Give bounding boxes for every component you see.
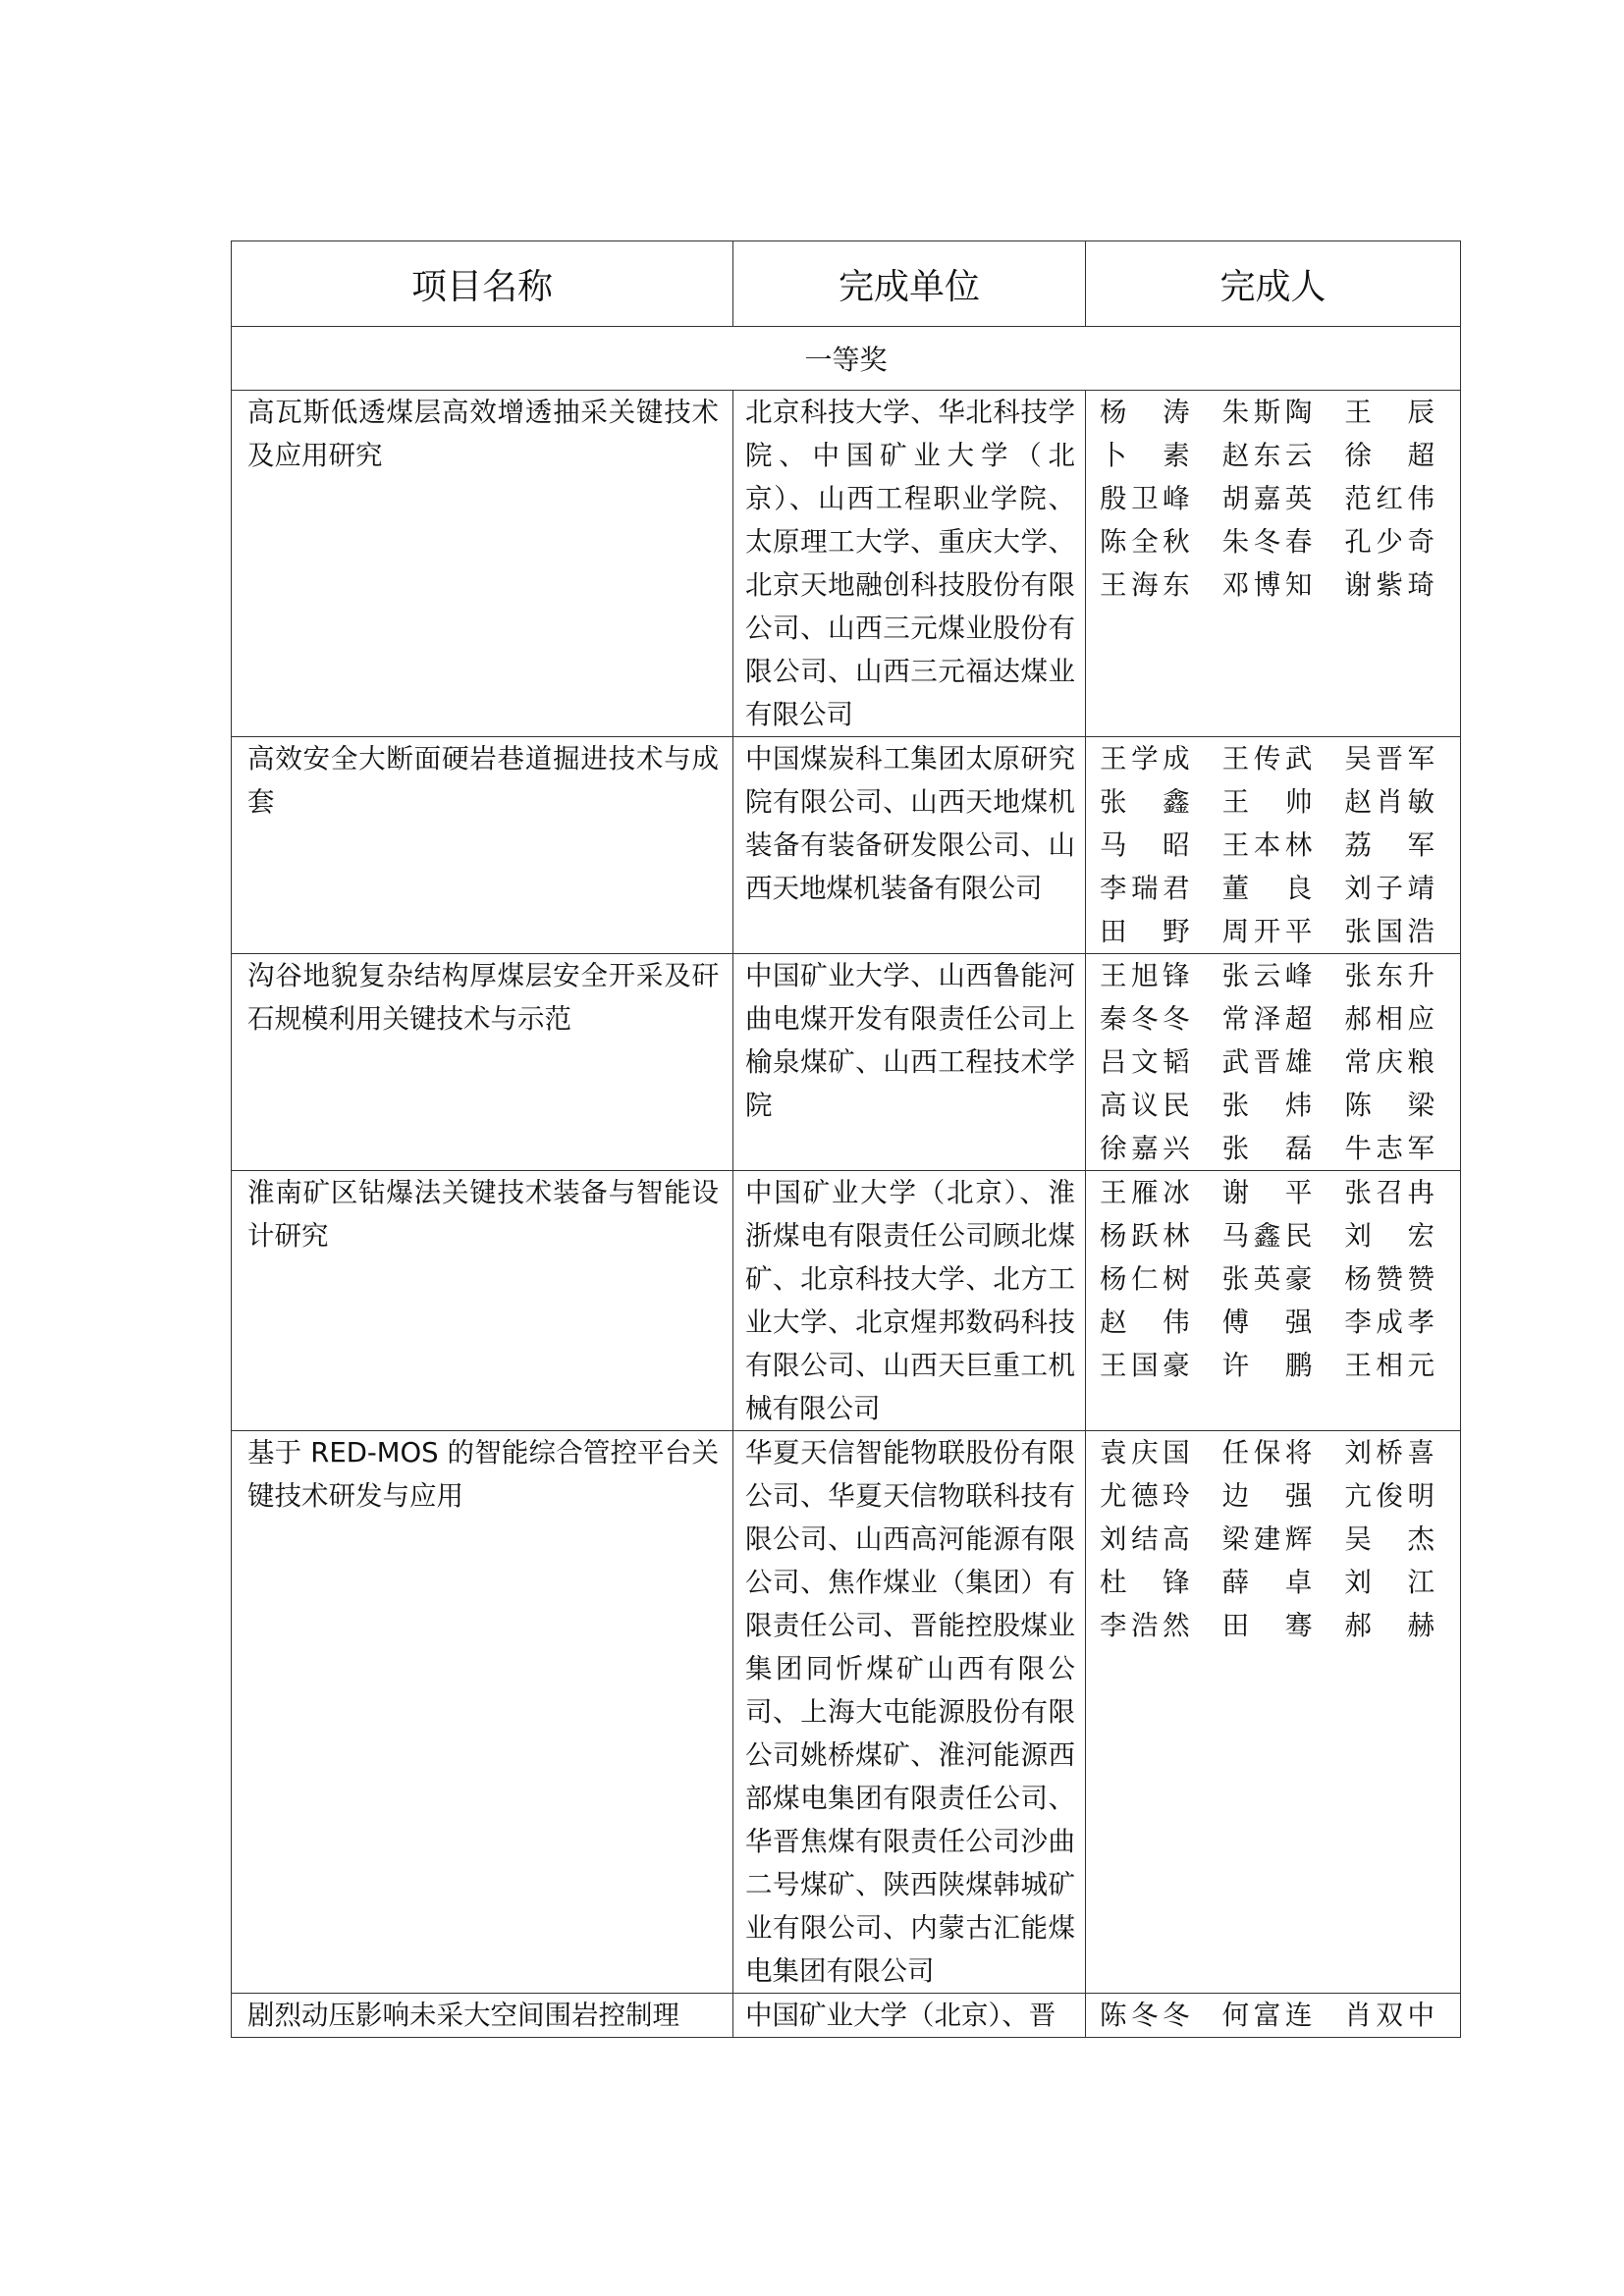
person-name: 李浩然 — [1100, 1610, 1190, 1641]
completing-unit: 北京科技大学、华北科技学院、中国矿业大学（北京）、山西工程职业学院、太原理工大学、重庆大学、北京天地融创科技股份有限公司、山西三元煤业股份有限公司、山西三元福达煤业有限公司 — [745, 397, 1075, 730]
person-name: 杨跃林 — [1100, 1220, 1190, 1252]
people-cell — [1086, 737, 1461, 954]
project-name: 高效安全大断面硬岩巷道掘进技术与成套 — [247, 743, 719, 818]
person-name: 尤德玲 — [1100, 1480, 1190, 1512]
table-header-row — [232, 241, 1461, 327]
person-name: 何富连 — [1221, 2000, 1313, 2031]
unit-cell — [733, 1171, 1086, 1431]
grade-label: 一等奖 — [232, 327, 1461, 391]
person-name: 范红伟 — [1344, 483, 1435, 514]
person-name: 杨赞赞 — [1344, 1263, 1435, 1295]
person-name: 张英豪 — [1221, 1263, 1313, 1295]
person-name: 王相元 — [1344, 1350, 1435, 1381]
person-name: 马鑫民 — [1221, 1220, 1313, 1252]
person-name: 傅强 — [1221, 1307, 1313, 1338]
table-row — [232, 1431, 1461, 1994]
person-name: 卜素 — [1100, 440, 1190, 471]
project-cell — [232, 954, 733, 1171]
people-cell — [1086, 1994, 1461, 2038]
header-completing-unit: 完成单位 — [733, 241, 1086, 327]
person-name: 陈冬冬 — [1100, 2000, 1190, 2031]
person-name: 牛志军 — [1344, 1133, 1435, 1164]
person-name: 朱斯陶 — [1221, 397, 1313, 428]
person-name: 刘江 — [1344, 1567, 1435, 1598]
person-name: 殷卫峰 — [1100, 483, 1190, 514]
person-name: 王辰 — [1344, 397, 1435, 428]
people-list — [1100, 391, 1435, 607]
person-name: 周开平 — [1221, 916, 1313, 947]
person-name: 张东升 — [1344, 960, 1435, 991]
person-name: 邓博知 — [1221, 569, 1313, 601]
person-name: 亢俊明 — [1344, 1480, 1435, 1512]
person-name: 常庆粮 — [1344, 1046, 1435, 1078]
people-cell — [1086, 1431, 1461, 1994]
table-row — [232, 1171, 1461, 1431]
person-name: 刘桥喜 — [1344, 1437, 1435, 1468]
person-name: 谢平 — [1221, 1177, 1313, 1208]
person-name: 张召冉 — [1344, 1177, 1435, 1208]
person-name: 袁庆国 — [1100, 1437, 1190, 1468]
completing-unit: 中国矿业大学（北京）、晋 — [745, 2000, 1056, 2031]
person-name: 张云峰 — [1221, 960, 1313, 991]
completing-unit: 中国矿业大学（北京）、淮浙煤电有限责任公司顾北煤矿、北京科技大学、北方工业大学、北京煋邦数码科技有限公司、山西天巨重工机械有限公司 — [745, 1177, 1075, 1424]
person-name: 张磊 — [1221, 1133, 1313, 1164]
person-name: 任保将 — [1221, 1437, 1313, 1468]
person-name: 杨仁树 — [1100, 1263, 1190, 1295]
project-cell — [232, 391, 733, 737]
people-list — [1100, 1171, 1435, 1387]
person-name: 赵伟 — [1100, 1307, 1190, 1338]
person-name: 荔军 — [1344, 829, 1435, 861]
person-name: 王雁冰 — [1100, 1177, 1190, 1208]
people-cell — [1086, 954, 1461, 1171]
person-name: 杜锋 — [1100, 1567, 1190, 1598]
project-cell — [232, 1994, 733, 2038]
person-name: 高议民 — [1100, 1090, 1190, 1121]
person-name: 田骞 — [1221, 1610, 1313, 1641]
person-name: 王帅 — [1221, 786, 1313, 818]
people-list — [1100, 1994, 1435, 2037]
person-name: 李瑞君 — [1100, 873, 1190, 904]
person-name: 王国豪 — [1100, 1350, 1190, 1381]
person-name: 董良 — [1221, 873, 1313, 904]
person-name: 吴杰 — [1344, 1523, 1435, 1555]
project-name: 剧烈动压影响未采大空间围岩控制理 — [247, 2000, 679, 2031]
person-name: 梁建辉 — [1221, 1523, 1313, 1555]
project-name: 基于 RED-MOS 的智能综合管控平台关键技术研发与应用 — [247, 1437, 719, 1512]
person-name: 武晋雄 — [1221, 1046, 1313, 1078]
person-name: 王本林 — [1221, 829, 1313, 861]
person-name: 赵肖敏 — [1344, 786, 1435, 818]
person-name: 王旭锋 — [1100, 960, 1190, 991]
person-name: 徐超 — [1344, 440, 1435, 471]
people-list — [1100, 737, 1435, 953]
person-name: 常泽超 — [1221, 1003, 1313, 1035]
person-name: 谢紫琦 — [1344, 569, 1435, 601]
person-name: 张炜 — [1221, 1090, 1313, 1121]
person-name: 马昭 — [1100, 829, 1190, 861]
person-name: 陈全秋 — [1100, 526, 1190, 558]
unit-cell — [733, 737, 1086, 954]
unit-cell — [733, 1994, 1086, 2038]
person-name: 张鑫 — [1100, 786, 1190, 818]
people-list — [1100, 1431, 1435, 1647]
grade-row — [232, 327, 1461, 391]
person-name: 胡嘉英 — [1221, 483, 1313, 514]
person-name: 王海东 — [1100, 569, 1190, 601]
person-name: 吴晋军 — [1344, 743, 1435, 774]
table-row — [232, 954, 1461, 1171]
person-name: 薛卓 — [1221, 1567, 1313, 1598]
people-cell — [1086, 1171, 1461, 1431]
person-name: 秦冬冬 — [1100, 1003, 1190, 1035]
completing-unit: 华夏天信智能物联股份有限公司、华夏天信物联科技有限公司、山西高河能源有限公司、焦作煤业（集团）有限责任公司、晋能控股煤业集团同忻煤矿山西有限公司、上海大屯能源股份有限公司姚桥煤矿、淮河能源西部煤电集团有限责任公司、华晋焦煤有限责任公司沙曲二号煤矿、陕西陕煤韩城矿业有限公司、内蒙古汇能煤电集团有限公司 — [745, 1437, 1075, 1987]
person-name: 孔少奇 — [1344, 526, 1435, 558]
unit-cell — [733, 391, 1086, 737]
person-name: 刘结高 — [1100, 1523, 1190, 1555]
project-cell — [232, 1171, 733, 1431]
person-name: 赵东云 — [1221, 440, 1313, 471]
project-name: 淮南矿区钻爆法关键技术装备与智能设计研究 — [247, 1177, 719, 1252]
project-cell — [232, 737, 733, 954]
person-name: 肖双中 — [1344, 2000, 1435, 2031]
person-name: 李成孝 — [1344, 1307, 1435, 1338]
person-name: 王学成 — [1100, 743, 1190, 774]
person-name: 徐嘉兴 — [1100, 1133, 1190, 1164]
table-row — [232, 737, 1461, 954]
person-name: 王传武 — [1221, 743, 1313, 774]
project-name: 高瓦斯低透煤层高效增透抽采关键技术及应用研究 — [247, 397, 719, 471]
person-name: 张国浩 — [1344, 916, 1435, 947]
person-name: 边强 — [1221, 1480, 1313, 1512]
person-name: 郝赫 — [1344, 1610, 1435, 1641]
people-cell — [1086, 391, 1461, 737]
completing-unit: 中国煤炭科工集团太原研究院有限公司、山西天地煤机装备有装备研发限公司、山西天地煤机装备有限公司 — [745, 743, 1075, 904]
unit-cell — [733, 954, 1086, 1171]
unit-cell — [733, 1431, 1086, 1994]
person-name: 刘宏 — [1344, 1220, 1435, 1252]
person-name: 田野 — [1100, 916, 1190, 947]
project-name: 沟谷地貌复杂结构厚煤层安全开采及矸石规模利用关键技术与示范 — [247, 960, 719, 1035]
table-row — [232, 1994, 1461, 2038]
person-name: 刘子靖 — [1344, 873, 1435, 904]
person-name: 许鹏 — [1221, 1350, 1313, 1381]
table-row — [232, 391, 1461, 737]
person-name: 郝相应 — [1344, 1003, 1435, 1035]
header-project-name: 项目名称 — [232, 241, 733, 327]
project-cell — [232, 1431, 733, 1994]
person-name: 吕文韬 — [1100, 1046, 1190, 1078]
awards-table — [231, 240, 1461, 2038]
completing-unit: 中国矿业大学、山西鲁能河曲电煤开发有限责任公司上榆泉煤矿、山西工程技术学院 — [745, 960, 1075, 1121]
person-name: 杨涛 — [1100, 397, 1190, 428]
people-list — [1100, 954, 1435, 1170]
header-completers: 完成人 — [1086, 241, 1461, 327]
person-name: 朱冬春 — [1221, 526, 1313, 558]
person-name: 陈梁 — [1344, 1090, 1435, 1121]
